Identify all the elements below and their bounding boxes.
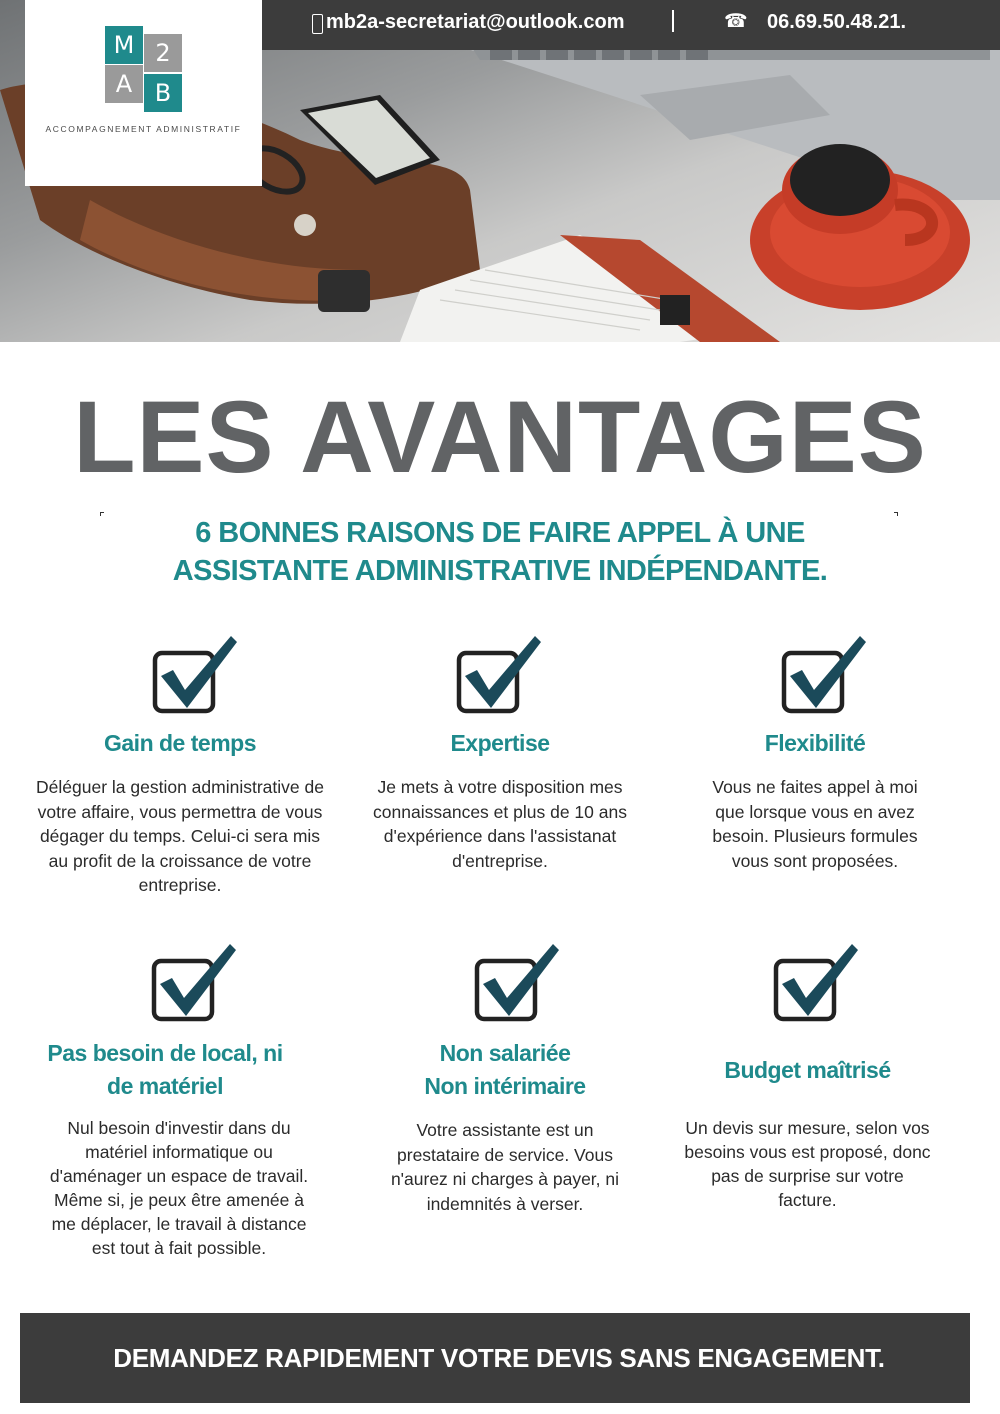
- benefit-title: Flexibilité: [764, 730, 866, 756]
- phone-mobile-icon: [312, 14, 323, 34]
- benefit-card-local-materiel: [30, 940, 309, 1290]
- page-subtitle: [0, 514, 1000, 590]
- page-title: LES AVANTAGES: [73, 380, 927, 494]
- benefit-card-gain-de-temps: [35, 632, 325, 932]
- checkbox-icon: [473, 940, 563, 1026]
- benefit-title: [375, 1037, 635, 1103]
- benefit-title: Budget maîtrisé: [724, 1057, 891, 1083]
- logo-tile-m: M: [105, 26, 143, 64]
- benefit-title-line-1: Pas besoin de local, ni: [47, 1040, 283, 1066]
- phone-number-link[interactable]: 06.69.50.48.21.: [767, 11, 907, 33]
- cta-banner[interactable]: [20, 1313, 970, 1403]
- benefit-text: Déléguer la gestion administrative de votre affaire, vous permettra de vous dégager du temps. Celui-ci sera mis au profit de la croissance de votre entreprise.: [36, 777, 324, 895]
- checkbox-icon: [151, 632, 241, 718]
- checkbox-icon: [772, 940, 862, 1026]
- benefit-title-line-2: Non intérimaire: [424, 1073, 586, 1099]
- checkbox-icon: [780, 632, 870, 718]
- checkbox-icon: [455, 632, 545, 718]
- benefit-text: Un devis sur mesure, selon vos besoins vous est proposé, donc pas de surprise sur votre facture.: [684, 1118, 931, 1210]
- benefit-card-flexibilite: [690, 632, 940, 892]
- benefit-card-non-salariee: [375, 940, 635, 1230]
- logo: [25, 0, 262, 186]
- benefit-title: Gain de temps: [104, 730, 256, 756]
- logo-tile-2: 2: [144, 34, 182, 72]
- benefit-text: Nul besoin d'investir dans du matériel informatique ou d'aménager un espace de travail. Même si, je peux être amenée à me déplacer, le travail à distance est tout à fait possible.: [49, 1118, 309, 1258]
- benefit-text: Je mets à votre disposition mes connaissances et plus de 10 ans d'expérience dans l'assistanat d'entreprise.: [373, 777, 627, 871]
- logo-tile-a: A: [105, 65, 143, 103]
- telephone-icon: ☎: [724, 11, 748, 32]
- benefit-title: Expertise: [450, 730, 550, 756]
- checkbox-icon: [150, 940, 240, 1026]
- subtitle-line-2: ASSISTANTE ADMINISTRATIVE INDÉPENDANTE.: [172, 555, 828, 587]
- benefit-card-expertise: [355, 632, 645, 892]
- logo-tagline: ACCOMPAGNEMENT ADMINISTRATIF: [45, 124, 242, 134]
- cta-label: DEMANDEZ RAPIDEMENT VOTRE DEVIS SANS ENGAGEMENT.: [113, 1342, 885, 1373]
- benefit-text: Vous ne faites appel à moi que lorsque vous en avez besoin. Plusieurs formules vous sont proposées.: [712, 777, 918, 871]
- benefit-title-line-2: de matériel: [107, 1073, 223, 1099]
- email-link[interactable]: mb2a-secretariat@outlook.com: [326, 11, 625, 33]
- benefit-title: [30, 1037, 300, 1103]
- contact-bar: [262, 0, 1000, 50]
- logo-tile-b: B: [144, 74, 182, 112]
- separator: [672, 10, 674, 32]
- benefit-text: Votre assistante est un prestataire de service. Vous n'aurez ni charges à payer, ni indemnités à verser.: [390, 1120, 620, 1214]
- subtitle-line-1: 6 BONNES RAISONS DE FAIRE APPEL À UNE: [195, 517, 805, 549]
- benefit-card-budget: [680, 940, 935, 1220]
- benefit-title-line-1: Non salariée: [439, 1040, 571, 1066]
